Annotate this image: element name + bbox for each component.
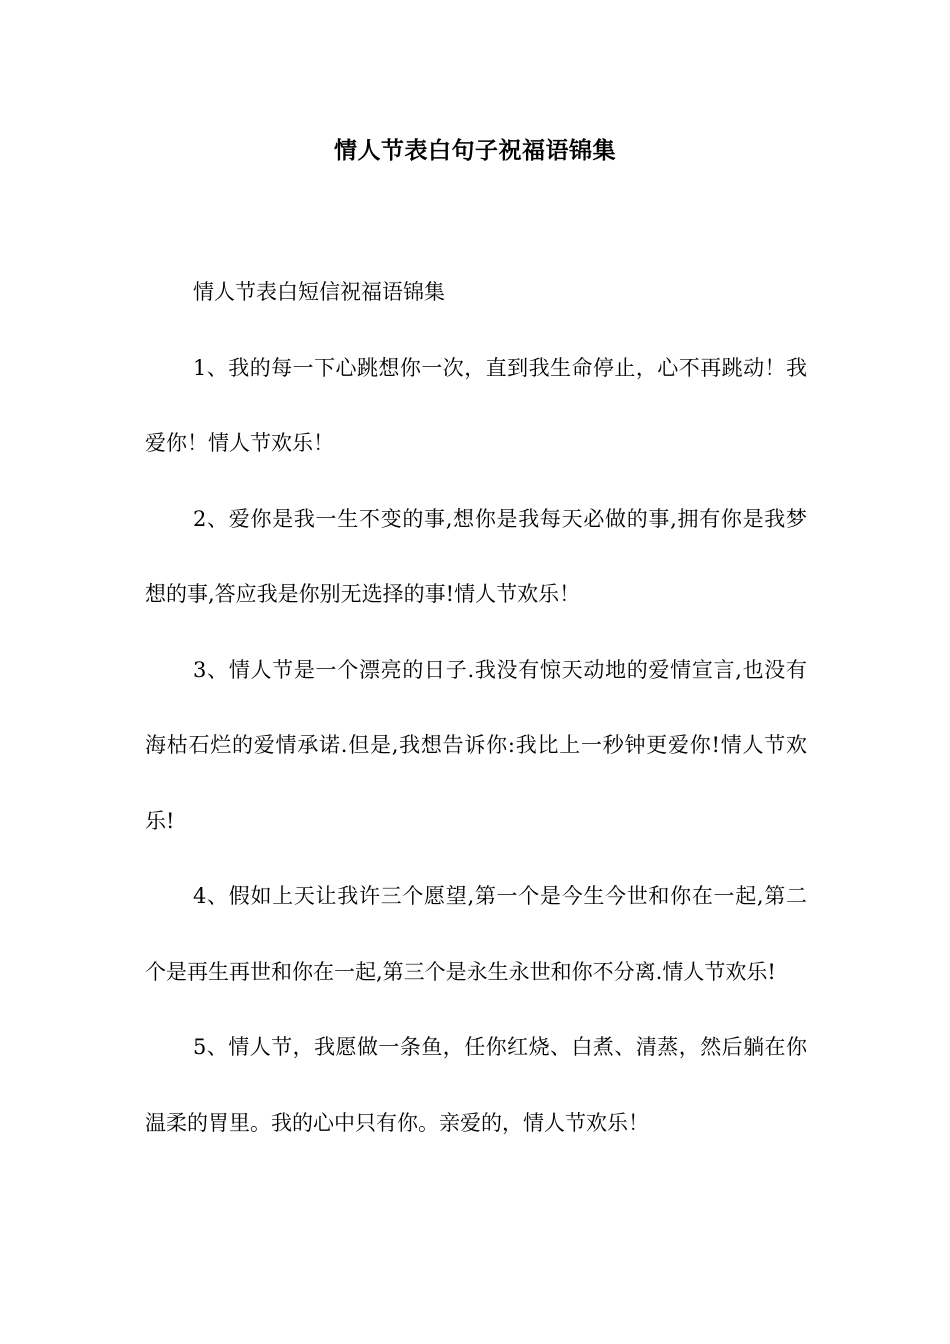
wish-paragraph-1: 1、我的每一下心跳想你一次，直到我生命停止，心不再跳动！我爱你！情人节欢乐！: [145, 355, 807, 455]
subtitle-paragraph: 情人节表白短信祝福语锦集: [193, 280, 445, 304]
wish-paragraph-2: 2、爱你是我一生不变的事,想你是我每天必做的事,拥有你是我梦想的事,答应我是你别无选择的事!情人节欢乐！: [145, 506, 807, 606]
wish-paragraph-5: 5、情人节，我愿做一条鱼，任你红烧、白煮、清蒸，然后躺在你温柔的胃里。我的心中只有你。亲爱的，情人节欢乐！: [145, 1035, 807, 1135]
document-title: 情人节表白句子祝福语锦集: [334, 137, 616, 164]
wish-paragraph-4: 4、假如上天让我许三个愿望,第一个是今生今世和你在一起,第二个是再生再世和你在一起,第三个是永生永世和你不分离.情人节欢乐!: [145, 884, 807, 984]
wish-paragraph-3: 3、情人节是一个漂亮的日子.我没有惊天动地的爱情宣言,也没有海枯石烂的爱情承诺.但是,我想告诉你:我比上一秒钟更爱你!情人节欢乐!: [145, 657, 807, 833]
document-body: [145, 255, 807, 1161]
